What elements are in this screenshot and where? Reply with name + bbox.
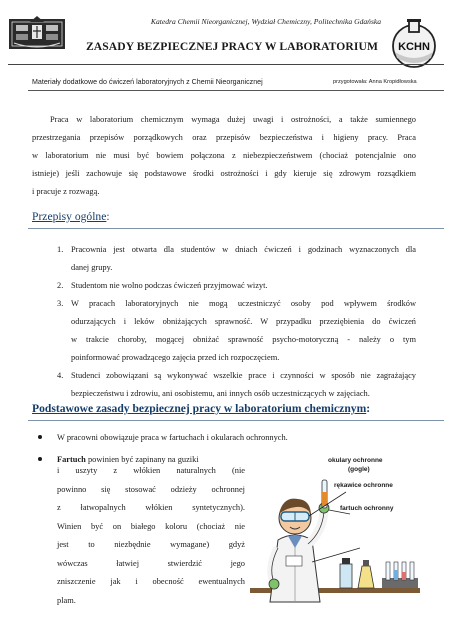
subheader-rule (28, 90, 444, 91)
intro-line: w laboratorium nie musi być bowiem połączona z niebezpieczeństwem (chociaż potencjalnie ono (32, 151, 416, 160)
bullet-bold-term: Fartuch (57, 455, 86, 464)
section-heading-basic-safety-rules: Podstawowe zasady bezpiecznej pracy w laboratorium chemicznym: (32, 402, 371, 415)
bullet-dot-icon (38, 457, 42, 461)
list-line: danej grupy. (71, 263, 113, 272)
apron-line: wówczas łatwiej stwierdzić jego (57, 558, 245, 568)
subtitle: Materiały dodatkowe do ćwiczeń laboratoryjnych z Chemii Nieorganicznej (32, 78, 263, 86)
intro-line: istnieje) jeśli zachowuje się podstawowe środki ostrożności i gdy kieruje się zdrowym rozsądkiem (32, 169, 416, 178)
list-line: bezpieczeństwu i zdrowiu, ani osobistemu, ani innych osób uczestniczących w zajęciach. (71, 389, 370, 398)
apron-line: Winien być on białego koloru (chociaż nie (57, 521, 245, 531)
list-number: 1. (57, 245, 64, 254)
lab-safety-illustration (250, 452, 440, 612)
label-goggles: okulary ochronne (328, 457, 383, 464)
bullet-text: W pracowni obowiązuje praca w fartuchach i okularach ochronnych. (57, 433, 288, 442)
list-number: 4. (57, 371, 64, 380)
header-rule (8, 64, 444, 65)
list-line: Studentom nie wolno podczas ćwiczeń przyjmować wizyt. (71, 281, 268, 290)
apron-line: jest to niezbędnie wymagane) gdyż (57, 540, 245, 549)
document-title: ZASADY BEZPIECZNEJ PRACY W LABORATORIUM (85, 40, 379, 53)
list-number: 3. (57, 299, 64, 308)
apron-paragraph (57, 462, 245, 610)
list-item (32, 277, 416, 295)
intro-paragraph (32, 111, 416, 201)
intro-line: i pracuje z rozwagą. (32, 187, 100, 196)
list-line: poinformować prowadzącego zajęcia przed ich rozpoczęciem. (71, 353, 280, 362)
department-logo-text: KCHN (398, 41, 430, 53)
label-gloves: rękawice ochronne (334, 482, 393, 489)
label-apron: fartuch ochronny (340, 505, 394, 512)
general-rules-list (32, 241, 416, 403)
apron-line: z łatwopalnych włókien syntetycznych). (57, 503, 245, 512)
author-credit: przygotowała: Anna Kropidłowska (333, 79, 417, 85)
list-item (32, 295, 416, 367)
section-rule (28, 228, 444, 229)
intro-line: przestrzegania przepisów porządkowych oraz przepisów bezpieczeństwa i higieny pracy. Praca (32, 133, 416, 142)
list-item (32, 241, 416, 277)
apron-line: zniszczenie jak i obecność ewentualnych (57, 577, 245, 586)
list-line: w trakcie choroby, mogącej obniżać sprawność psycho-motoryczną - należy o tym (71, 335, 416, 344)
section-rule (28, 420, 444, 421)
list-number: 2. (57, 281, 64, 290)
department-flask-logo (385, 18, 443, 70)
institution-line: Katedra Chemii Nieorganicznej, Wydział Chemiczny, Politechnika Gdańska (150, 17, 382, 26)
list-line: odurzających i leków obniżających sprawność. W przypadku przeziębienia do ćwiczeń (71, 317, 416, 326)
label-goggles-sub: (gogle) (348, 466, 370, 473)
bullet-dot-icon (38, 435, 42, 439)
intro-line: Praca w laboratorium chemicznym wymaga dużej uwagi i ostrożności, a także sumiennego (50, 115, 416, 124)
apron-line: i uszyty z włókien naturalnych (nie (57, 466, 245, 475)
bullet-rest: powinien być zapinany na guziki (85, 455, 199, 464)
apron-line: powinno się stosować odzieży ochronnej (57, 484, 245, 494)
list-item (32, 367, 416, 403)
apron-line: plam. (57, 595, 76, 605)
section-heading-general-rules: Przepisy ogólne: (32, 210, 110, 223)
university-crest-logo (8, 13, 66, 53)
list-line: Pracownia jest otwarta dla studentów w dniach ćwiczeń i godzinach wyznaczonych dla (71, 245, 416, 254)
list-line: W pracach laboratoryjnych nie mogą uczestniczyć osoby pod wpływem środków (71, 299, 416, 308)
list-line: Studenci zobowiązani są wykonywać wszelkie prace i czynności w sposób nie zagrażający (71, 371, 416, 380)
